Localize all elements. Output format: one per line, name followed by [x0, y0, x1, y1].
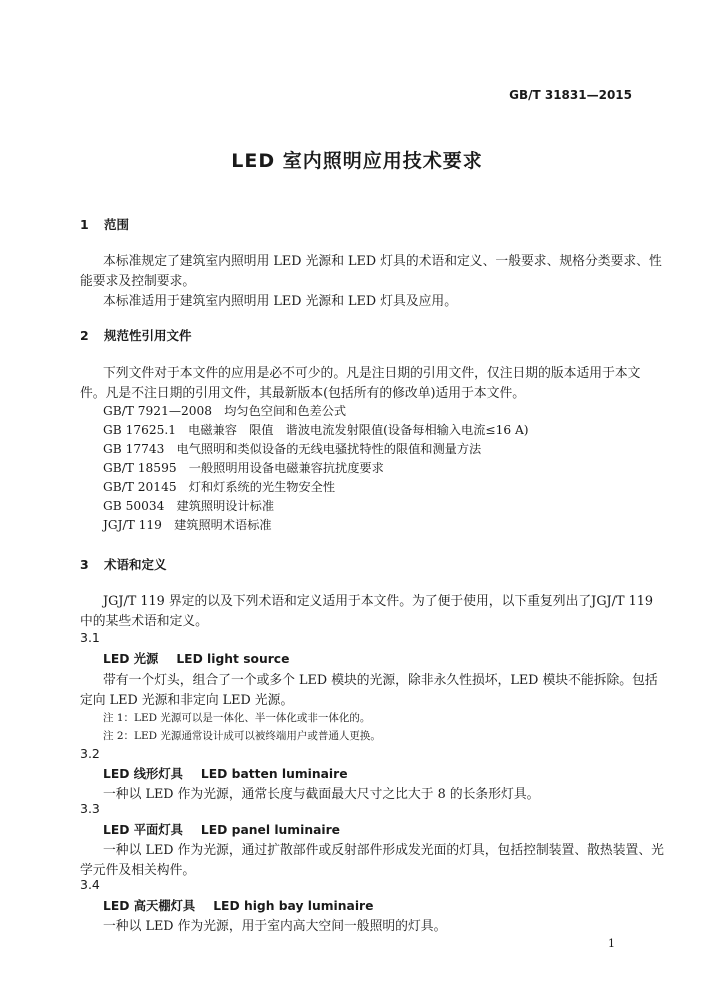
term-heading: [103, 820, 340, 838]
paragraph-line: 能要求及控制要求。: [80, 274, 196, 289]
document-title: LED 室内照明应用技术要求: [231, 150, 483, 172]
term-number: 3.4: [80, 877, 100, 892]
reference-item: GB/T 18595 一般照明用设备电磁兼容抗扰度要求: [103, 461, 384, 475]
definition-line: 定向 LED 光源和非定向 LED 光源。: [80, 693, 294, 708]
definition-line: 带有一个灯头，组合了一个或多个 LED 模块的光源，除非永久性损坏，LED 模块不能拆除。包括: [103, 673, 658, 688]
reference-item: GB 50034 建筑照明设计标准: [103, 499, 275, 513]
definition-line: 一种以 LED 作为光源，用于室内高大空间一般照明的灯具。: [103, 919, 447, 934]
term-heading: [103, 649, 289, 667]
section-title: 范围: [104, 217, 130, 232]
term-en: LED light source: [176, 652, 290, 666]
term-number: 3.1: [80, 630, 100, 645]
paragraph-line: 本标准适用于建筑室内照明用 LED 光源和 LED 灯具及应用。: [103, 294, 458, 309]
section-number: 3: [80, 557, 89, 572]
term-zh: LED 高天棚灯具: [103, 899, 196, 913]
standard-code: GB/T 31831—2015: [509, 88, 632, 102]
term-note: 注 2：LED 光源通常设计成可以被终端用户或普通人更换。: [103, 730, 381, 742]
term-en: LED panel luminaire: [200, 823, 341, 837]
reference-item: GB 17625.1 电磁兼容 限值 谐波电流发射限值(设备每相输入电流≤16 A): [103, 423, 529, 437]
page-number: 1: [608, 937, 615, 950]
definition-line: 一种以 LED 作为光源，通常长度与截面最大尺寸之比大于 8 的长条形灯具。: [103, 787, 540, 802]
section-number: 1: [80, 217, 89, 232]
paragraph-line: 下列文件对于本文件的应用是必不可少的。凡是注日期的引用文件，仅注日期的版本适用于本文: [103, 366, 641, 381]
definition-line: 一种以 LED 作为光源，通过扩散部件或反射部件形成发光面的灯具，包括控制装置、散热装置、光: [103, 843, 664, 858]
reference-item: GB/T 7921—2008 均匀色空间和色差公式: [103, 404, 347, 418]
term-number: 3.3: [80, 801, 100, 816]
term-note: 注 1：LED 光源可以是一体化、半一体化或非一体化的。: [103, 712, 371, 724]
term-heading: [103, 764, 348, 782]
paragraph-line: 本标准规定了建筑室内照明用 LED 光源和 LED 灯具的术语和定义、一般要求、规格分类要求、性: [103, 254, 662, 269]
reference-item: GB 17743 电气照明和类似设备的无线电骚扰特性的限值和测量方法: [103, 442, 482, 456]
term-number: 3.2: [80, 746, 100, 761]
reference-item: JGJ/T 119 建筑照明术语标准: [103, 518, 272, 532]
term-zh: LED 线形灯具: [103, 767, 183, 781]
definition-line: 学元件及相关构件。: [80, 863, 196, 878]
section-heading-3: [80, 555, 167, 573]
section-heading-1: [80, 215, 129, 233]
term-zh: LED 光源: [103, 652, 159, 666]
section-heading-2: [80, 326, 192, 344]
section-title: 规范性引用文件: [104, 328, 192, 343]
term-zh: LED 平面灯具: [103, 823, 183, 837]
term-en: LED batten luminaire: [200, 767, 348, 781]
paragraph-line: 件。凡是不注日期的引用文件，其最新版本(包括所有的修改单)适用于本文件。: [80, 386, 526, 401]
section-number: 2: [80, 328, 89, 343]
reference-item: GB/T 20145 灯和灯系统的光生物安全性: [103, 480, 336, 494]
term-heading: [103, 896, 373, 914]
paragraph-line: JGJ/T 119 界定的以及下列术语和定义适用于本文件。为了便于使用，以下重复列出了JGJ/T 119: [103, 594, 654, 609]
paragraph-line: 中的某些术语和定义。: [80, 614, 208, 629]
section-title: 术语和定义: [104, 557, 167, 572]
term-en: LED high bay luminaire: [213, 899, 374, 913]
